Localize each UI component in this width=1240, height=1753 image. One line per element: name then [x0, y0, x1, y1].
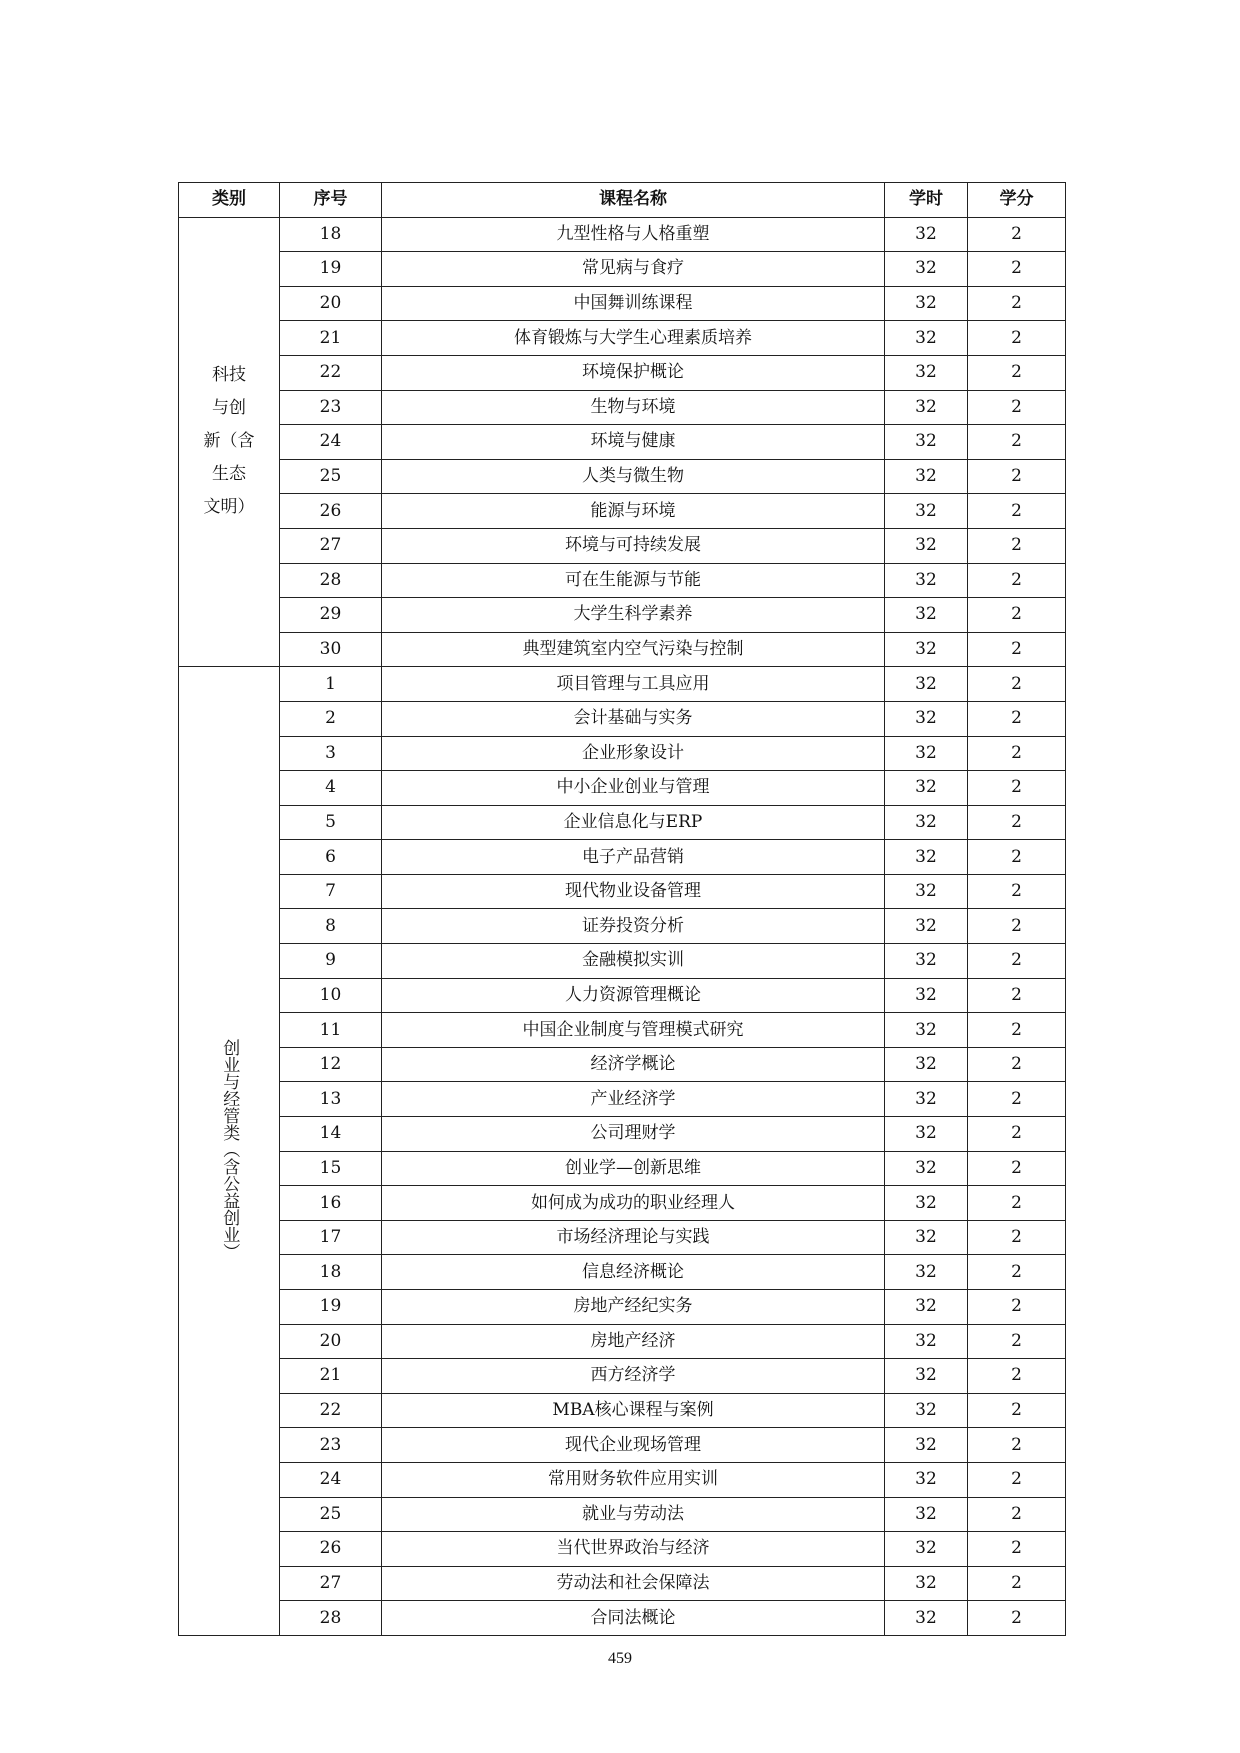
course-name: 中国舞训练课程: [382, 286, 885, 321]
course-credits: 2: [968, 1462, 1066, 1497]
course-credits: 2: [968, 494, 1066, 529]
course-credits: 2: [968, 1324, 1066, 1359]
row-index: 26: [280, 1532, 382, 1567]
table-row: [179, 459, 1066, 494]
table-row: [179, 1566, 1066, 1601]
header-credits: 学分: [968, 183, 1066, 218]
table-row: [179, 632, 1066, 667]
course-table: [178, 182, 1066, 1636]
course-name: 金融模拟实训: [382, 944, 885, 979]
course-credits: 2: [968, 1566, 1066, 1601]
course-hours: 32: [885, 1013, 968, 1048]
course-name: 环境与可持续发展: [382, 528, 885, 563]
course-hours: 32: [885, 528, 968, 563]
course-name: 企业形象设计: [382, 736, 885, 771]
course-credits: 2: [968, 1082, 1066, 1117]
table-row: [179, 252, 1066, 287]
course-name: 典型建筑室内空气污染与控制: [382, 632, 885, 667]
course-name: 市场经济理论与实践: [382, 1220, 885, 1255]
header-category: 类别: [179, 183, 280, 218]
course-credits: 2: [968, 1428, 1066, 1463]
course-credits: 2: [968, 321, 1066, 356]
table-row: [179, 1290, 1066, 1325]
course-credits: 2: [968, 598, 1066, 633]
course-credits: 2: [968, 425, 1066, 460]
course-hours: 32: [885, 563, 968, 598]
table-row: [179, 598, 1066, 633]
table-row: [179, 390, 1066, 425]
course-credits: 2: [968, 1047, 1066, 1082]
course-hours: 32: [885, 494, 968, 529]
course-hours: 32: [885, 252, 968, 287]
course-credits: 2: [968, 528, 1066, 563]
table-row: [179, 944, 1066, 979]
course-hours: 32: [885, 1255, 968, 1290]
row-index: 18: [280, 217, 382, 252]
course-hours: 32: [885, 1220, 968, 1255]
row-index: 20: [280, 286, 382, 321]
course-name: 中小企业创业与管理: [382, 771, 885, 806]
row-index: 27: [280, 528, 382, 563]
row-index: 28: [280, 1601, 382, 1636]
course-hours: 32: [885, 425, 968, 460]
course-credits: 2: [968, 1532, 1066, 1567]
header-index: 序号: [280, 183, 382, 218]
table-row: [179, 1393, 1066, 1428]
header-course-name: 课程名称: [382, 183, 885, 218]
course-credits: 2: [968, 978, 1066, 1013]
course-credits: 2: [968, 1255, 1066, 1290]
course-name: 信息经济概论: [382, 1255, 885, 1290]
course-hours: 32: [885, 978, 968, 1013]
table-body: [179, 217, 1066, 1635]
table-row: [179, 1151, 1066, 1186]
course-hours: 32: [885, 1047, 968, 1082]
table-row: [179, 1047, 1066, 1082]
table-row: [179, 978, 1066, 1013]
table-row: [179, 874, 1066, 909]
row-index: 30: [280, 632, 382, 667]
course-hours: 32: [885, 701, 968, 736]
course-credits: 2: [968, 1359, 1066, 1394]
row-index: 5: [280, 805, 382, 840]
course-name: 可在生能源与节能: [382, 563, 885, 598]
table-row: [179, 1186, 1066, 1221]
table-row: [179, 701, 1066, 736]
course-hours: 32: [885, 1462, 968, 1497]
course-credits: 2: [968, 701, 1066, 736]
table-row: [179, 1532, 1066, 1567]
course-credits: 2: [968, 1013, 1066, 1048]
category-label-line: 生态: [212, 464, 246, 485]
course-hours: 32: [885, 840, 968, 875]
row-index: 6: [280, 840, 382, 875]
course-credits: 2: [968, 805, 1066, 840]
row-index: 18: [280, 1255, 382, 1290]
course-name: 项目管理与工具应用: [382, 667, 885, 702]
table-row: [179, 563, 1066, 598]
course-name: 九型性格与人格重塑: [382, 217, 885, 252]
course-hours: 32: [885, 632, 968, 667]
table-row: [179, 840, 1066, 875]
row-index: 25: [280, 459, 382, 494]
course-credits: 2: [968, 390, 1066, 425]
row-index: 15: [280, 1151, 382, 1186]
course-hours: 32: [885, 805, 968, 840]
table-row: [179, 1117, 1066, 1152]
course-credits: 2: [968, 1117, 1066, 1152]
course-name: 环境保护概论: [382, 355, 885, 390]
category-cell: [179, 667, 280, 1636]
table-row: [179, 528, 1066, 563]
row-index: 27: [280, 1566, 382, 1601]
course-hours: 32: [885, 355, 968, 390]
course-name: 房地产经纪实务: [382, 1290, 885, 1325]
course-credits: 2: [968, 459, 1066, 494]
row-index: 21: [280, 321, 382, 356]
table-row: [179, 1324, 1066, 1359]
category-label-line: 新（含: [203, 431, 255, 452]
table-row: [179, 1220, 1066, 1255]
row-index: 19: [280, 1290, 382, 1325]
course-name: 公司理财学: [382, 1117, 885, 1152]
table-row: [179, 217, 1066, 252]
header-row: [179, 183, 1066, 218]
course-hours: 32: [885, 217, 968, 252]
course-hours: 32: [885, 1566, 968, 1601]
course-credits: 2: [968, 944, 1066, 979]
course-name: 劳动法和社会保障法: [382, 1566, 885, 1601]
course-hours: 32: [885, 1393, 968, 1428]
course-hours: 32: [885, 321, 968, 356]
course-name: 人类与微生物: [382, 459, 885, 494]
course-hours: 32: [885, 1428, 968, 1463]
course-credits: 2: [968, 252, 1066, 287]
table-row: [179, 1255, 1066, 1290]
course-hours: 32: [885, 1324, 968, 1359]
course-name: MBA核心课程与案例: [382, 1393, 885, 1428]
page-number: 459: [608, 1650, 632, 1667]
table-row: [179, 667, 1066, 702]
table-row: [179, 771, 1066, 806]
course-name: 如何成为成功的职业经理人: [382, 1186, 885, 1221]
row-index: 23: [280, 390, 382, 425]
course-hours: 32: [885, 1532, 968, 1567]
table-row: [179, 425, 1066, 460]
table-row: [179, 1013, 1066, 1048]
row-index: 7: [280, 874, 382, 909]
course-name: 能源与环境: [382, 494, 885, 529]
course-credits: 2: [968, 1497, 1066, 1532]
course-credits: 2: [968, 1220, 1066, 1255]
row-index: 21: [280, 1359, 382, 1394]
course-credits: 2: [968, 563, 1066, 598]
course-credits: 2: [968, 1393, 1066, 1428]
course-name: 就业与劳动法: [382, 1497, 885, 1532]
table-row: [179, 1601, 1066, 1636]
row-index: 14: [280, 1117, 382, 1152]
row-index: 26: [280, 494, 382, 529]
row-index: 16: [280, 1186, 382, 1221]
course-name: 常见病与食疗: [382, 252, 885, 287]
header-hours: 学时: [885, 183, 968, 218]
course-name: 电子产品营销: [382, 840, 885, 875]
row-index: 17: [280, 1220, 382, 1255]
row-index: 23: [280, 1428, 382, 1463]
course-credits: 2: [968, 736, 1066, 771]
category-label-vertical: 创业与经管类（含公益创业）: [219, 1038, 240, 1260]
row-index: 22: [280, 355, 382, 390]
table-row: [179, 1428, 1066, 1463]
row-index: 12: [280, 1047, 382, 1082]
course-name: 常用财务软件应用实训: [382, 1462, 885, 1497]
course-hours: 32: [885, 598, 968, 633]
row-index: 24: [280, 1462, 382, 1497]
table-row: [179, 355, 1066, 390]
course-hours: 32: [885, 736, 968, 771]
row-index: 3: [280, 736, 382, 771]
category-cell: [179, 217, 280, 667]
table-header: [179, 183, 1066, 218]
row-index: 29: [280, 598, 382, 633]
course-hours: 32: [885, 1082, 968, 1117]
course-credits: 2: [968, 217, 1066, 252]
course-credits: 2: [968, 632, 1066, 667]
row-index: 10: [280, 978, 382, 1013]
row-index: 8: [280, 909, 382, 944]
row-index: 20: [280, 1324, 382, 1359]
course-hours: 32: [885, 1290, 968, 1325]
course-name: 当代世界政治与经济: [382, 1532, 885, 1567]
course-name: 合同法概论: [382, 1601, 885, 1636]
course-name: 证券投资分析: [382, 909, 885, 944]
table-row: [179, 736, 1066, 771]
course-credits: 2: [968, 1290, 1066, 1325]
course-name: 现代物业设备管理: [382, 874, 885, 909]
table-row: [179, 286, 1066, 321]
row-index: 1: [280, 667, 382, 702]
course-hours: 32: [885, 1186, 968, 1221]
course-credits: 2: [968, 909, 1066, 944]
course-name: 房地产经济: [382, 1324, 885, 1359]
course-name: 大学生科学素养: [382, 598, 885, 633]
course-hours: 32: [885, 1151, 968, 1186]
row-index: 25: [280, 1497, 382, 1532]
row-index: 19: [280, 252, 382, 287]
course-hours: 32: [885, 909, 968, 944]
row-index: 22: [280, 1393, 382, 1428]
course-credits: 2: [968, 667, 1066, 702]
course-credits: 2: [968, 1186, 1066, 1221]
category-label-line: 与创: [212, 398, 246, 419]
course-hours: 32: [885, 1497, 968, 1532]
row-index: 13: [280, 1082, 382, 1117]
course-credits: 2: [968, 286, 1066, 321]
table-row: [179, 1082, 1066, 1117]
course-hours: 32: [885, 390, 968, 425]
course-name: 生物与环境: [382, 390, 885, 425]
category-label-line: 科技: [212, 365, 246, 386]
row-index: 4: [280, 771, 382, 806]
course-name: 西方经济学: [382, 1359, 885, 1394]
course-credits: 2: [968, 1151, 1066, 1186]
course-name: 产业经济学: [382, 1082, 885, 1117]
course-credits: 2: [968, 874, 1066, 909]
row-index: 24: [280, 425, 382, 460]
course-name: 创业学—创新思维: [382, 1151, 885, 1186]
table-row: [179, 1359, 1066, 1394]
course-name: 中国企业制度与管理模式研究: [382, 1013, 885, 1048]
course-name: 现代企业现场管理: [382, 1428, 885, 1463]
course-name: 体育锻炼与大学生心理素质培养: [382, 321, 885, 356]
course-hours: 32: [885, 286, 968, 321]
course-hours: 32: [885, 667, 968, 702]
table-row: [179, 1462, 1066, 1497]
row-index: 11: [280, 1013, 382, 1048]
table-row: [179, 494, 1066, 529]
course-hours: 32: [885, 874, 968, 909]
table-row: [179, 321, 1066, 356]
course-hours: 32: [885, 459, 968, 494]
course-hours: 32: [885, 771, 968, 806]
table-row: [179, 909, 1066, 944]
course-name: 会计基础与实务: [382, 701, 885, 736]
course-name: 企业信息化与ERP: [382, 805, 885, 840]
row-index: 28: [280, 563, 382, 598]
course-name: 环境与健康: [382, 425, 885, 460]
row-index: 9: [280, 944, 382, 979]
course-hours: 32: [885, 1359, 968, 1394]
table-row: [179, 805, 1066, 840]
course-credits: 2: [968, 1601, 1066, 1636]
course-hours: 32: [885, 1117, 968, 1152]
course-hours: 32: [885, 1601, 968, 1636]
course-name: 经济学概论: [382, 1047, 885, 1082]
category-label-line: 文明）: [203, 497, 255, 518]
course-credits: 2: [968, 771, 1066, 806]
course-credits: 2: [968, 840, 1066, 875]
course-name: 人力资源管理概论: [382, 978, 885, 1013]
course-hours: 32: [885, 944, 968, 979]
table-row: [179, 1497, 1066, 1532]
row-index: 2: [280, 701, 382, 736]
course-credits: 2: [968, 355, 1066, 390]
